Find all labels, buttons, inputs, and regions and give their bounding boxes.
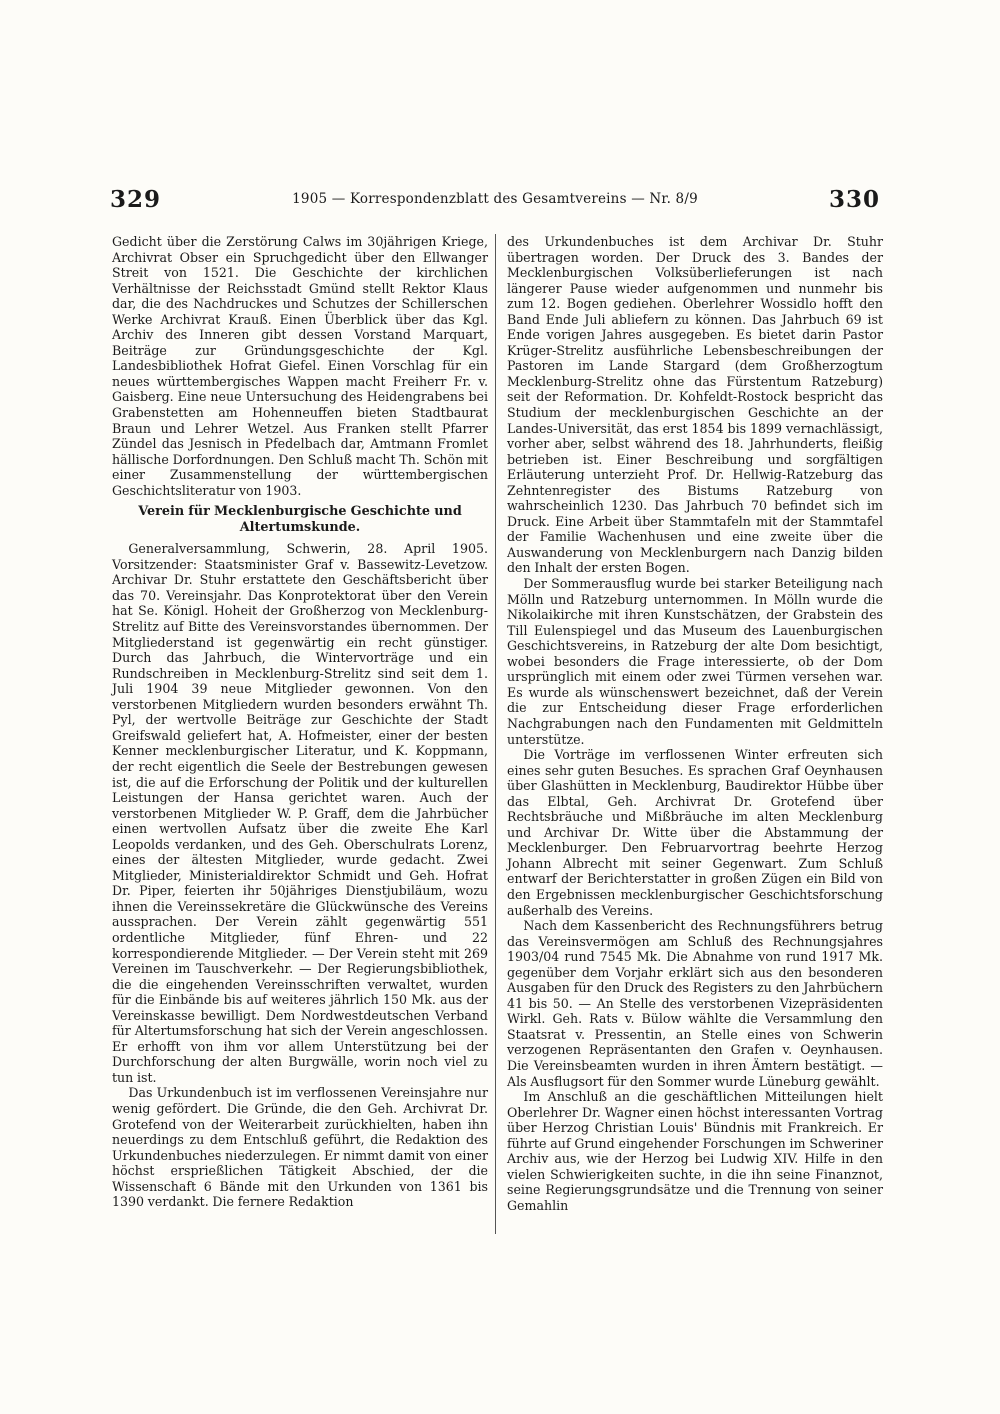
paragraph: Nach dem Kassenbericht des Rechnungsführers betrug das Vereinsvermögen am Schluß des Rechnungsjahres 1903/04 rund 7545 Mk. Die Abnahme von rund 1917 Mk. gegenüber dem Vorjahr erklärt sich aus den besonderen Ausgaben für den Druck des Registers zu den Jahrbüchern 41 bis 50. — An Stelle des verstorbenen Vizepräsidenten Wirkl. Geh. Rats v. Bülow wählte die Versammlung den Staatsrat v. Pressentin, an Stelle eines von Schwerin verzogenen Repräsentanten den Grafen v. Oeynhausen. Die Vereinsbeamten wurden in ihren Ämtern bestätigt. — Als Ausflugsort für den Sommer wurde Lüneburg gewählt. (507, 918, 883, 1089)
page-number-left: 329 (110, 186, 162, 213)
right-column (507, 234, 883, 1213)
paragraph: Im Anschluß an die geschäftlichen Mitteilungen hielt Oberlehrer Dr. Wagner einen höchst interessanten Vortrag über Herzog Christian Louis' Bündnis mit Frankreich. Er führte auf Grund eingehender Forschungen im Schweriner Archiv aus, wie der Herzog bei Ludwig XIV. Hilfe in den vielen Schwierigkeiten suchte, in die ihn seine Finanznot, seine Regierungsgrundsätze und die Trennung von seiner Gemahlin (507, 1089, 883, 1213)
left-column (112, 234, 488, 1210)
paragraph: Das Urkundenbuch ist im verflossenen Vereinsjahre nur wenig gefördert. Die Gründe, die den Geh. Archivrat Dr. Grotefend von der Weiterarbeit zurückhielten, haben ihn neuerdings zu dem Entschluß geführt, die Redaktion des Urkundenbuches niederzulegen. Er nimmt damit von einer höchst ersprießlichen Tätigkeit Abschied, der die Wissenschaft 6 Bände mit den Urkunden von 1361 bis 1390 verdankt. Die fernere Redaktion (112, 1085, 488, 1210)
column-divider (495, 234, 496, 1234)
paragraph: Gedicht über die Zerstörung Calws im 30jährigen Kriege, Archivrat Obser ein Spruchgedicht über den Ellwanger Streit von 1521. Die Geschichte der kirchlichen Verhältnisse der Reichsstadt Gmünd stellt Rektor Klaus dar, die des Nachdruckes und Schutzes der Schillerschen Werke Archivrat Krauß. Einen Überblick über das Kgl. Archiv des Inneren gibt dessen Vorstand Marquart, Beiträge zur Gründungsgeschichte der Kgl. Landesbibliothek Hofrat Giefel. Einen Vorschlag für ein neues württembergisches Wappen macht Freiherr Fr. v. Gaisberg. Eine neue Untersuchung des Heidengrabens bei Grabenstetten am Hohenneuffen bieten Stadtbaurat Braun und Lehrer Wetzel. Aus Franken stellt Pfarrer Zündel das Jesnisch in Pfedelbach dar, Amtmann Fromlet hällische Dorfordnungen. Den Schluß macht Th. Schön mit einer Zusammenstellung der württembergischen Geschichtsliteratur von 1903. (112, 234, 488, 498)
running-head-title: 1905 — Korrespondenzblatt des Gesamtvereins — Nr. 8/9 (292, 191, 698, 207)
page-number-right: 330 (828, 186, 880, 213)
paragraph: Die Vorträge im verflossenen Winter erfreuten sich eines sehr guten Besuches. Es sprachen Graf Oeynhausen über Glashütten in Mecklenburg, Baudirektor Hübbe über das Elbtal, Geh. Archivrat Dr. Grotefend über Rechtsbräuche und Mißbräuche im alten Mecklenburg und Archivar Dr. Witte über die Abstammung der Mecklenburger. Den Februarvortrag beehrte Herzog Johann Albrecht mit seiner Gegenwart. Zum Schluß entwarf der Berichterstatter in großen Zügen ein Bild von den Ergebnissen mecklenburgischer Geschichtsforschung außerhalb des Vereins. (507, 747, 883, 918)
running-header (110, 186, 880, 213)
section-heading: Verein für Mecklenburgische Geschichte und Altertumskunde. (138, 504, 462, 536)
paragraph: des Urkundenbuches ist dem Archivar Dr. Stuhr übertragen worden. Der Druck des 3. Bandes der Mecklenburgischen Volksüberlieferungen ist nach längerer Pause wieder aufgenommen und nunmehr bis zum 12. Bogen gediehen. Oberlehrer Wossidlo hofft den Band Ende Juli abliefern zu können. Das Jahrbuch 69 ist Ende vorigen Jahres ausgegeben. Es bietet darin Pastor Krüger-Strelitz ausführliche Lebensbeschreibungen der Pastoren im Lande Stargard (dem Großherzogtum Mecklenburg-Strelitz ohne das Fürstentum Ratzeburg) seit der Reformation. Dr. Kohfeldt-Rostock bespricht das Studium der mecklenburgischen Geschichte an der Landes-Universität, das erst 1854 bis 1899 vernachlässigt, vorher aber, selbst während des 18. Jahrhunderts, fleißig betrieben ist. Einer Beschreibung und sorgfältigen Erläuterung unterzieht Prof. Dr. Hellwig-Ratzeburg das Zehntenregister des Bistums Ratzeburg von wahrscheinlich 1230. Das Jahrbuch 70 befindet sich im Druck. Eine Arbeit über Stammtafeln mit der Stammtafel der Familie Wachenhusen und eine zweite über die Auswanderung von Mecklenburgern nach Danzig bilden den Inhalt der ersten Bogen. (507, 234, 883, 576)
paragraph: Der Sommerausflug wurde bei starker Beteiligung nach Mölln und Ratzeburg unternommen. In Mölln wurde die Nikolaikirche mit ihren Kunstschätzen, der Grabstein des Till Eulenspiegel und das Museum des Lauenburgischen Geschichtsvereins, in Ratzeburg der alte Dom besichtigt, wobei besonders die Frage interessierte, ob der Dom ursprünglich mit einem oder zwei Türmen versehen war. Es wurde als wünschenswert bezeichnet, daß der Verein die zur Entscheidung dieser Frage erforderlichen Nachgrabungen nach den Fundamenten mit Geldmitteln unterstütze. (507, 576, 883, 747)
paragraph: Generalversammlung, Schwerin, 28. April 1905. Vorsitzender: Staatsminister Graf v. Bassewitz-Levetzow. Archivar Dr. Stuhr erstattete den Geschäftsbericht über das 70. Vereinsjahr. Das Konprotektorat über den Verein hat Se. Königl. Hoheit der Großherzog von Mecklenburg-Strelitz auf Bitte des Vereinsvorstandes übernommen. Der Mitgliederstand ist gegenwärtig ein recht günstiger. Durch das Jahrbuch, die Wintervorträge und ein Rundschreiben in Mecklenburg-Strelitz sind seit dem 1. Juli 1904 39 neue Mitglieder gewonnen. Von den verstorbenen Mitgliedern wurden besonders erwähnt Th. Pyl, der wertvolle Beiträge zur Geschichte der Stadt Greifswald geliefert hat, A. Hofmeister, einer der besten Kenner mecklenburgischer Literatur, und K. Koppmann, der recht eigentlich die Seele der Bestrebungen gewesen ist, die auf die Erforschung der Politik und der kulturellen Leistungen der Hansa gerichtet waren. Auch der verstorbenen Mitglieder W. P. Graff, dem die Jahrbücher einen wertvollen Aufsatz über die zweite Ehe Karl Leopolds verdanken, und des Geh. Oberschulrats Lorenz, eines der ältesten Mitglieder, wurde gedacht. Zwei Mitglieder, Ministerialdirektor Schmidt und Geh. Hofrat Dr. Piper, feierten ihr 50jähriges Dienstjubiläum, wozu ihnen die Vereinssekretäre die Glückwünsche des Vereins aussprachen. Der Verein zählt gegenwärtig 551 ordentliche Mitglieder, fünf Ehren- und 22 korrespondierende Mitglieder. — Der Verein steht mit 269 Vereinen im Tauschverkehr. — Der Regierungsbibliothek, die die eingehenden Vereinsschriften verwaltet, wurden für die Einbände bis auf weiteres jährlich 150 Mk. aus der Vereinskasse bewilligt. Dem Nordwestdeutschen Verband für Altertumsforschung hat sich der Verein angeschlossen. Er erhofft von ihm vor allem Unterstützung bei der Durchforschung der alten Burgwälle, worin noch viel zu tun ist. (112, 541, 488, 1085)
